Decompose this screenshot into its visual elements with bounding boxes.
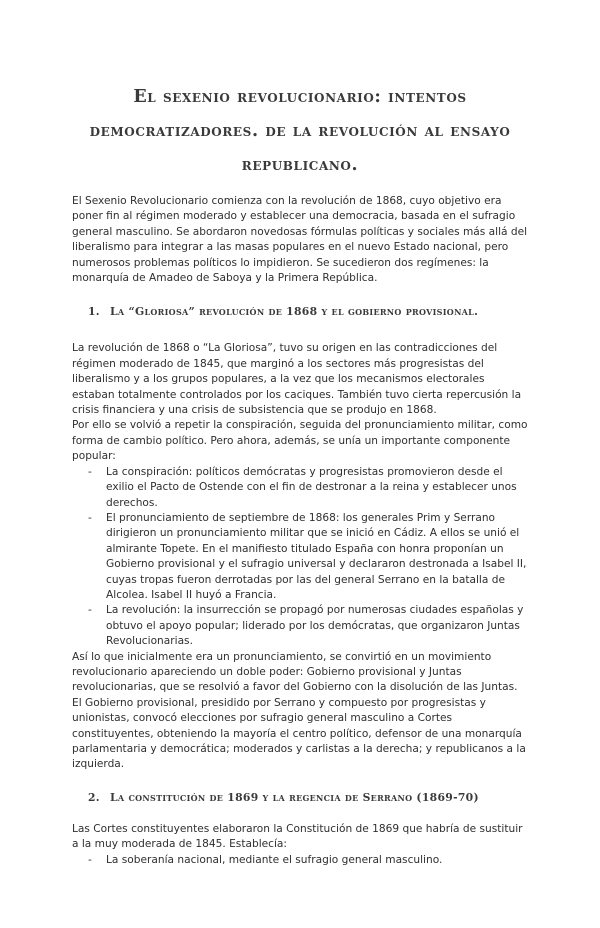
section-heading-1	[72, 305, 528, 318]
dash-bullet-icon: -	[88, 604, 92, 617]
section1-paragraph-3: Así lo que inicialmente era un pronunciamiento, se convirtió en un movimiento revolucionario apareciendo un doble poder: Gobierno provisional y Juntas revolucionarias, que se resolvió a favor del Gobierno con la disolución de las Juntas.	[72, 650, 518, 694]
section1-paragraph-1: La revolución de 1868 o “La Gloriosa”, tuvo su origen en las contradicciones del régimen moderado de 1845, que marginó a los sectores más progresistas del liberalismo y a los grupos populares, a la vez que los mecanismos electorales estaban totalmente controlados por los caciques. También tuvo cierta repercusión la crisis financiera y una crisis de subsistencia que se produjo en 1868.	[72, 342, 522, 417]
section1-paragraph-4: El Gobierno provisional, presidido por Serrano y compuesto por progresistas y unionistas, convocó elecciones por sufragio general masculino a Cortes constituyentes, obteniendo la mayoría el centro político, defensor de una monarquía parlamentaria y democrática; moderados y carlistas a la derecha; y republicanos a la izquierda.	[72, 696, 526, 771]
dash-bullet-icon: -	[88, 465, 92, 478]
section2-paragraph-1: Las Cortes constituyentes elaboraron la Constitución de 1869 que habría de sustituir a la muy moderada de 1845. Establecía:	[72, 822, 523, 851]
section2-bullet-list	[72, 853, 528, 868]
list-item: - La conspiración: políticos demócratas y progresistas promovieron desde el exilio el Pacto de Ostende con el fin de destronar a la reina y establecer unos derechos.	[88, 465, 517, 509]
section1-bullet-list	[72, 465, 528, 650]
section-heading-text: La constitución de 1869 y la regencia de Serrano (1869-70)	[110, 790, 479, 804]
document-page	[0, 80, 600, 928]
list-item: - El pronunciamiento de septiembre de 1868: los generales Prim y Serrano dirigieron un pronunciamiento militar que se inició en Cádiz. A ellos se unió el almirante Topete. En el manifiesto titulado España con honra proponían un Gobierno provisional y el sufragio universal y declararon destronada a Isabel II, cuyas tropas fueron derrotadas por las del general Serrano en la batalla de Alcolea. Isabel II huyó a Francia.	[88, 511, 527, 601]
section-number: 1.	[88, 305, 100, 319]
section-number: 2.	[88, 790, 100, 804]
section-heading-2	[72, 791, 528, 804]
intro-paragraph: El Sexenio Revolucionario comienza con la revolución de 1868, cuyo objetivo era poner fin al régimen moderado y establecer una democracia, basada en el sufragio general masculino. Se abordaron novedosas fórmulas políticas y sociales más allá del liberalismo para integrar a las masas populares en el nuevo Estado nacional, pero numerosos problemas políticos lo impidieron. Se sucedieron dos regímenes: la monarquía de Amadeo de Saboya y la Primera República.	[72, 195, 528, 285]
section1-paragraph-2: Por ello se volvió a repetir la conspiración, seguida del pronunciamiento militar, como forma de cambio político. Pero ahora, además, se unía un importante componente popular:	[72, 419, 528, 463]
dash-bullet-icon: -	[88, 511, 92, 524]
dash-bullet-icon: -	[88, 853, 92, 866]
document-title: El sexenio revolucionario: intentos democratizadores. de la revolución al ensayo republicano.	[89, 87, 511, 175]
section-heading-text: La “Gloriosa” revolución de 1868 y el gobierno provisional.	[110, 305, 479, 319]
list-item: - La soberanía nacional, mediante el sufragio general masculino.	[86, 853, 528, 868]
list-item: - La revolución: la insurrección se propagó por numerosas ciudades españolas y obtuvo el apoyo popular; liderado por los demócratas, que organizaron Juntas Revolucionarias.	[88, 604, 524, 648]
